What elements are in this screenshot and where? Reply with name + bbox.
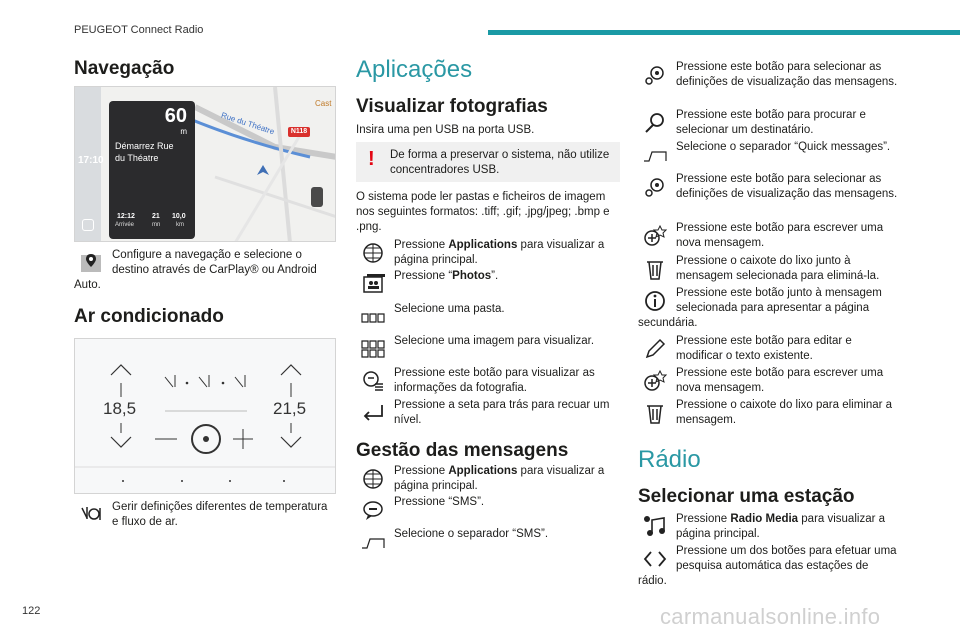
music-note-icon	[638, 512, 672, 542]
step-pre: Pressione um dos botões para efetuar uma pesquisa automática das estações de rádio.	[638, 545, 897, 587]
tab-icon	[638, 140, 672, 170]
step-post: para visualizar a página principal.	[394, 239, 605, 266]
climate-screen	[74, 338, 336, 494]
step-item	[638, 366, 900, 396]
step-pre: Selecione o separador “SMS”.	[394, 528, 549, 540]
photo-info-icon	[356, 366, 390, 396]
step-pre: Selecione uma imagem para visualizar.	[394, 335, 595, 347]
step-text: Pressione este botão para escrever uma nova mensagem.	[676, 367, 884, 394]
photos-icon	[356, 269, 390, 299]
map-place-label: Cast	[315, 99, 332, 108]
step-bold: Photos	[452, 270, 492, 282]
step-text: Pressione o caixote do lixo junto à mensagem selecionada para eliminá-la.	[676, 255, 880, 282]
usb-warning-text: De forma a preservar o sistema, não utilize concentradores USB.	[390, 149, 610, 176]
step-pre: Pressione “	[394, 270, 453, 282]
distance-value: 60	[164, 105, 187, 127]
step-item	[638, 172, 900, 202]
step-item	[638, 60, 900, 90]
heading-navegacao: Navegação	[74, 58, 175, 79]
heading-selecionar-estacao: Selecionar uma estação	[638, 486, 855, 507]
instruction-line-2: du Théatre	[115, 153, 159, 163]
step-text: Pressione este botão para escrever uma nova mensagem.	[676, 222, 884, 249]
heading-ar-condicionado: Ar condicionado	[74, 306, 224, 327]
temperature-left[interactable]: 18,5	[103, 399, 137, 418]
step-item	[356, 527, 618, 557]
step-bold: Radio Media	[730, 513, 799, 525]
step-item	[356, 269, 618, 299]
step-pre: Pressione “SMS”.	[394, 496, 485, 508]
step-post: ”.	[491, 270, 499, 282]
climate-icon	[74, 500, 108, 530]
info-icon	[638, 286, 672, 316]
new-message-icon	[638, 366, 672, 396]
page-number: 122	[22, 605, 41, 617]
photos-intro: Insira uma pen USB na porta USB.	[356, 124, 535, 136]
navigation-icon	[74, 248, 108, 278]
trash-icon	[638, 398, 672, 428]
nav-clock: 17:10	[78, 155, 104, 166]
settings-icon	[638, 172, 672, 202]
step-text: Pressione este botão para selecionar as definições de visualização das mensagens.	[676, 61, 898, 88]
arrival-time: 12:12	[117, 213, 135, 220]
image-grid-icon	[356, 334, 390, 364]
ac-description-text: Gerir definições diferentes de temperatura e fluxo de ar.	[112, 501, 328, 528]
map-street-label: Rue du Théatre	[219, 110, 276, 137]
step-item	[638, 398, 900, 428]
step-item	[356, 302, 618, 332]
step-item	[638, 254, 900, 284]
step-bold: Applications	[448, 239, 518, 251]
nav-description-text: Configure a navegação e selecione o destino através de CarPlay® ou Android Auto.	[74, 249, 317, 291]
step-text: Pressione este botão para procurar e selecionar um destinatário.	[676, 109, 866, 136]
step-text: Pressione este botão junto à mensagem selecionada para apresentar a página secundária.	[638, 287, 882, 329]
folder-tabs-icon	[356, 302, 390, 332]
step-item	[356, 238, 618, 268]
back-arrow-icon	[356, 398, 390, 428]
nav-description	[74, 248, 336, 293]
step-item	[356, 366, 618, 396]
chevrons-icon	[638, 544, 672, 574]
step-item	[638, 334, 900, 364]
new-message-icon	[638, 221, 672, 251]
apps-grid-icon	[356, 238, 390, 268]
warning-icon: !	[368, 148, 375, 170]
step-text: Pressione o caixote do lixo para eliminar a mensagem.	[676, 399, 893, 426]
step-text: Selecione o separador “Quick messages”.	[676, 141, 891, 153]
distance-unit: m	[180, 127, 187, 136]
step-pre: Pressione este botão para visualizar as informações da fotografia.	[394, 367, 595, 394]
tab-icon	[356, 527, 390, 557]
apps-grid-icon	[356, 464, 390, 494]
pencil-icon	[638, 334, 672, 364]
instruction-line-1: Démarrez Rue	[115, 141, 174, 151]
heading-gestao-mensagens: Gestão das mensagens	[356, 440, 569, 461]
step-pre: Pressione a seta para trás para recuar um nível.	[394, 399, 610, 426]
minutes-label: mn	[152, 222, 161, 228]
step-pre: Pressione	[394, 465, 449, 477]
step-item	[356, 495, 618, 525]
navigation-screen	[74, 86, 336, 242]
watermark: carmanualsonline.info	[660, 604, 881, 629]
km-value: 10,0	[172, 213, 186, 220]
step-item	[638, 221, 900, 251]
usb-warning-box	[356, 142, 620, 182]
heading-aplicacoes: Aplicações	[356, 56, 473, 83]
step-item	[638, 286, 900, 331]
step-pre: Pressione	[394, 239, 449, 251]
step-post: para visualizar a página principal.	[676, 513, 886, 540]
header-accent-bar	[488, 30, 960, 35]
road-badge: N118	[290, 128, 308, 135]
step-item	[638, 512, 900, 542]
step-pre: Selecione uma pasta.	[394, 303, 505, 315]
arrival-label: Arrivée	[115, 222, 135, 228]
settings-icon	[638, 60, 672, 90]
temperature-right[interactable]: 21,5	[273, 399, 307, 418]
minutes-value: 21	[152, 213, 160, 220]
step-text: Pressione este botão para editar e modificar o texto existente.	[676, 335, 852, 362]
step-text: Pressione este botão para selecionar as definições de visualização das mensagens.	[676, 173, 898, 200]
step-item	[638, 108, 900, 138]
sms-icon	[356, 495, 390, 525]
page-header-label: PEUGEOT Connect Radio	[74, 24, 204, 36]
step-bold: Applications	[448, 465, 518, 477]
step-pre: Pressione	[676, 513, 731, 525]
nav-home-button[interactable]	[82, 219, 94, 231]
search-icon	[638, 108, 672, 138]
step-post: para visualizar a página principal.	[394, 465, 605, 492]
km-label: km	[176, 222, 184, 228]
heading-radio: Rádio	[638, 446, 701, 473]
trash-icon	[638, 254, 672, 284]
step-item	[356, 334, 618, 364]
step-item	[356, 398, 618, 428]
step-item	[638, 140, 900, 170]
step-item	[356, 464, 618, 494]
formats-paragraph: O sistema pode ler pastas e ficheiros de imagem nos seguintes formatos: .tiff; .gif; .jpg/jpeg; .bmp e .png.	[356, 191, 610, 233]
step-item	[638, 544, 900, 589]
ac-description	[74, 500, 336, 530]
guidance-panel	[109, 101, 195, 239]
heading-visualizar-fotografias: Visualizar fotografias	[356, 96, 548, 117]
